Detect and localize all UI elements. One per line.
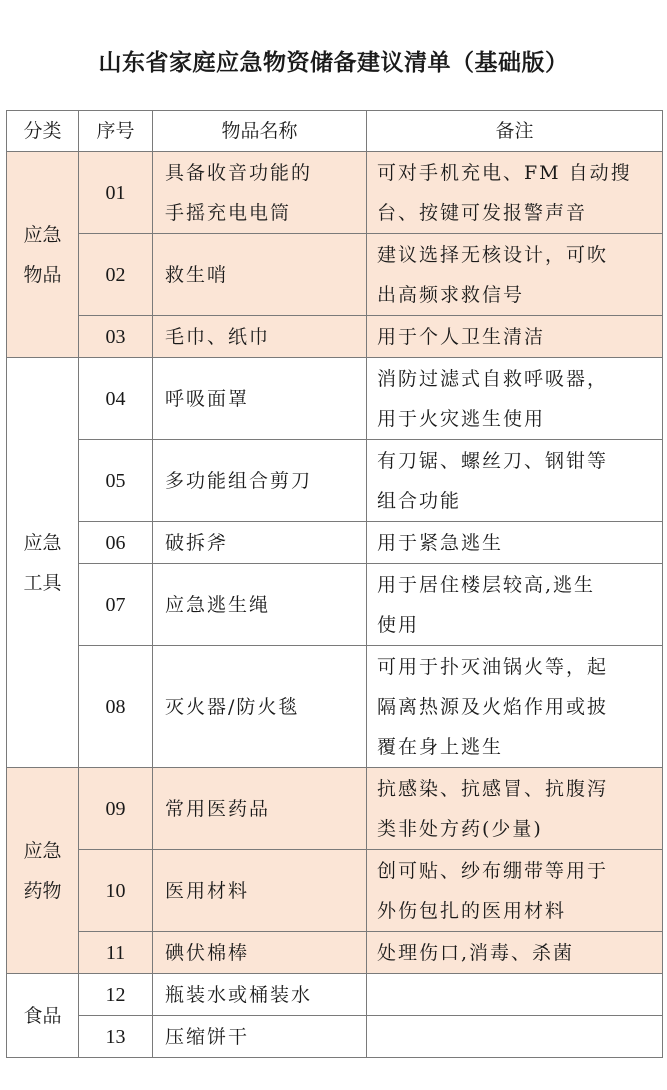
item-name <box>153 564 367 646</box>
table-row <box>7 768 663 850</box>
table-row <box>7 1016 663 1058</box>
item-remark-line: 用于紧急逃生 <box>377 531 504 554</box>
category-cell <box>7 152 79 358</box>
category-label: 应急 <box>23 531 62 554</box>
item-remark-line: 台、按键可发报警声音 <box>377 201 588 224</box>
item-name-line: 常用医药品 <box>165 797 271 820</box>
item-remark <box>367 522 663 564</box>
item-number: 02 <box>79 234 153 316</box>
table-row <box>7 564 663 646</box>
item-remark <box>367 358 663 440</box>
item-name-line: 瓶装水或桶装水 <box>165 983 313 1006</box>
table-row <box>7 522 663 564</box>
category-label: 食品 <box>23 1004 62 1027</box>
item-remark-line: 有刀锯、螺丝刀、钢钳等 <box>377 449 609 472</box>
category-cell <box>7 768 79 974</box>
item-number: 06 <box>79 522 153 564</box>
item-remark <box>367 564 663 646</box>
category-label: 药物 <box>23 879 62 902</box>
category-label: 应急 <box>23 839 62 862</box>
item-name <box>153 1016 367 1058</box>
header-number: 序号 <box>79 111 153 152</box>
table-row <box>7 152 663 234</box>
item-name-line: 救生哨 <box>165 263 229 286</box>
item-remark <box>367 234 663 316</box>
category-label: 应急 <box>23 223 62 246</box>
item-name <box>153 646 367 768</box>
item-remark <box>367 850 663 932</box>
item-remark-line: 用于火灾逃生使用 <box>377 407 546 430</box>
item-remark <box>367 932 663 974</box>
table-row <box>7 234 663 316</box>
category-cell <box>7 974 79 1058</box>
item-remark-line: 组合功能 <box>377 489 462 512</box>
item-name <box>153 522 367 564</box>
item-remark <box>367 152 663 234</box>
header-item-name: 物品名称 <box>153 111 367 152</box>
item-number: 11 <box>79 932 153 974</box>
item-name-line: 灭火器/防火毯 <box>165 695 300 718</box>
item-name <box>153 850 367 932</box>
item-number: 09 <box>79 768 153 850</box>
item-remark <box>367 974 663 1016</box>
item-name <box>153 234 367 316</box>
header-category: 分类 <box>7 111 79 152</box>
item-remark <box>367 646 663 768</box>
table-row <box>7 316 663 358</box>
page-title: 山东省家庭应急物资储备建议清单（基础版） <box>98 50 569 76</box>
item-remark-line: 用于居住楼层较高,逃生 <box>377 573 596 596</box>
table-row <box>7 358 663 440</box>
item-name-line: 具备收音功能的 <box>165 161 313 184</box>
item-name-line: 手摇充电电筒 <box>165 201 292 224</box>
item-remark-line: 处理伤口,消毒、杀菌 <box>377 941 575 964</box>
item-remark-line: 可对手机充电、FM 自动搜 <box>377 161 632 184</box>
item-remark-line: 覆在身上逃生 <box>377 735 504 758</box>
item-number: 07 <box>79 564 153 646</box>
item-name <box>153 316 367 358</box>
category-label: 物品 <box>23 263 62 286</box>
item-name-line: 碘伏棉棒 <box>165 941 250 964</box>
supply-table <box>6 110 663 1058</box>
item-name-line: 医用材料 <box>165 879 250 902</box>
table-header-row <box>7 111 663 152</box>
item-name <box>153 152 367 234</box>
item-number: 08 <box>79 646 153 768</box>
item-name-line: 破拆斧 <box>165 531 229 554</box>
item-name <box>153 440 367 522</box>
table-row <box>7 974 663 1016</box>
table-row <box>7 850 663 932</box>
item-remark-line: 出高频求救信号 <box>377 283 525 306</box>
item-name <box>153 974 367 1016</box>
item-name-line: 多功能组合剪刀 <box>165 469 313 492</box>
header-remarks: 备注 <box>367 111 663 152</box>
item-remark-line: 隔离热源及火焰作用或披 <box>377 695 609 718</box>
category-cell <box>7 358 79 768</box>
table-row <box>7 646 663 768</box>
item-name <box>153 358 367 440</box>
category-label: 工具 <box>23 571 62 594</box>
item-remark <box>367 1016 663 1058</box>
item-remark <box>367 440 663 522</box>
item-remark-line: 消防过滤式自救呼吸器， <box>377 367 609 390</box>
item-name <box>153 768 367 850</box>
item-name-line: 应急逃生绳 <box>165 593 271 616</box>
item-remark <box>367 768 663 850</box>
item-name-line: 压缩饼干 <box>165 1025 250 1048</box>
table-row <box>7 440 663 522</box>
item-name-line: 毛巾、纸巾 <box>165 325 271 348</box>
item-name-line: 呼吸面罩 <box>165 387 250 410</box>
item-remark-line: 用于个人卫生清洁 <box>377 325 546 348</box>
item-remark-line: 外伤包扎的医用材料 <box>377 899 567 922</box>
item-number: 05 <box>79 440 153 522</box>
item-remark-line: 抗感染、抗感冒、抗腹泻 <box>377 777 609 800</box>
item-remark-line: 创可贴、纱布绷带等用于 <box>377 859 609 882</box>
item-number: 01 <box>79 152 153 234</box>
item-remark <box>367 316 663 358</box>
item-number: 03 <box>79 316 153 358</box>
item-number: 04 <box>79 358 153 440</box>
table-row <box>7 932 663 974</box>
item-name <box>153 932 367 974</box>
item-remark-line: 类非处方药(少量) <box>377 817 543 840</box>
item-remark-line: 建议选择无核设计，可吹 <box>377 243 609 266</box>
item-number: 13 <box>79 1016 153 1058</box>
item-remark-line: 可用于扑灭油锅火等，起 <box>377 655 609 678</box>
item-number: 12 <box>79 974 153 1016</box>
item-number: 10 <box>79 850 153 932</box>
item-remark-line: 使用 <box>377 613 420 636</box>
